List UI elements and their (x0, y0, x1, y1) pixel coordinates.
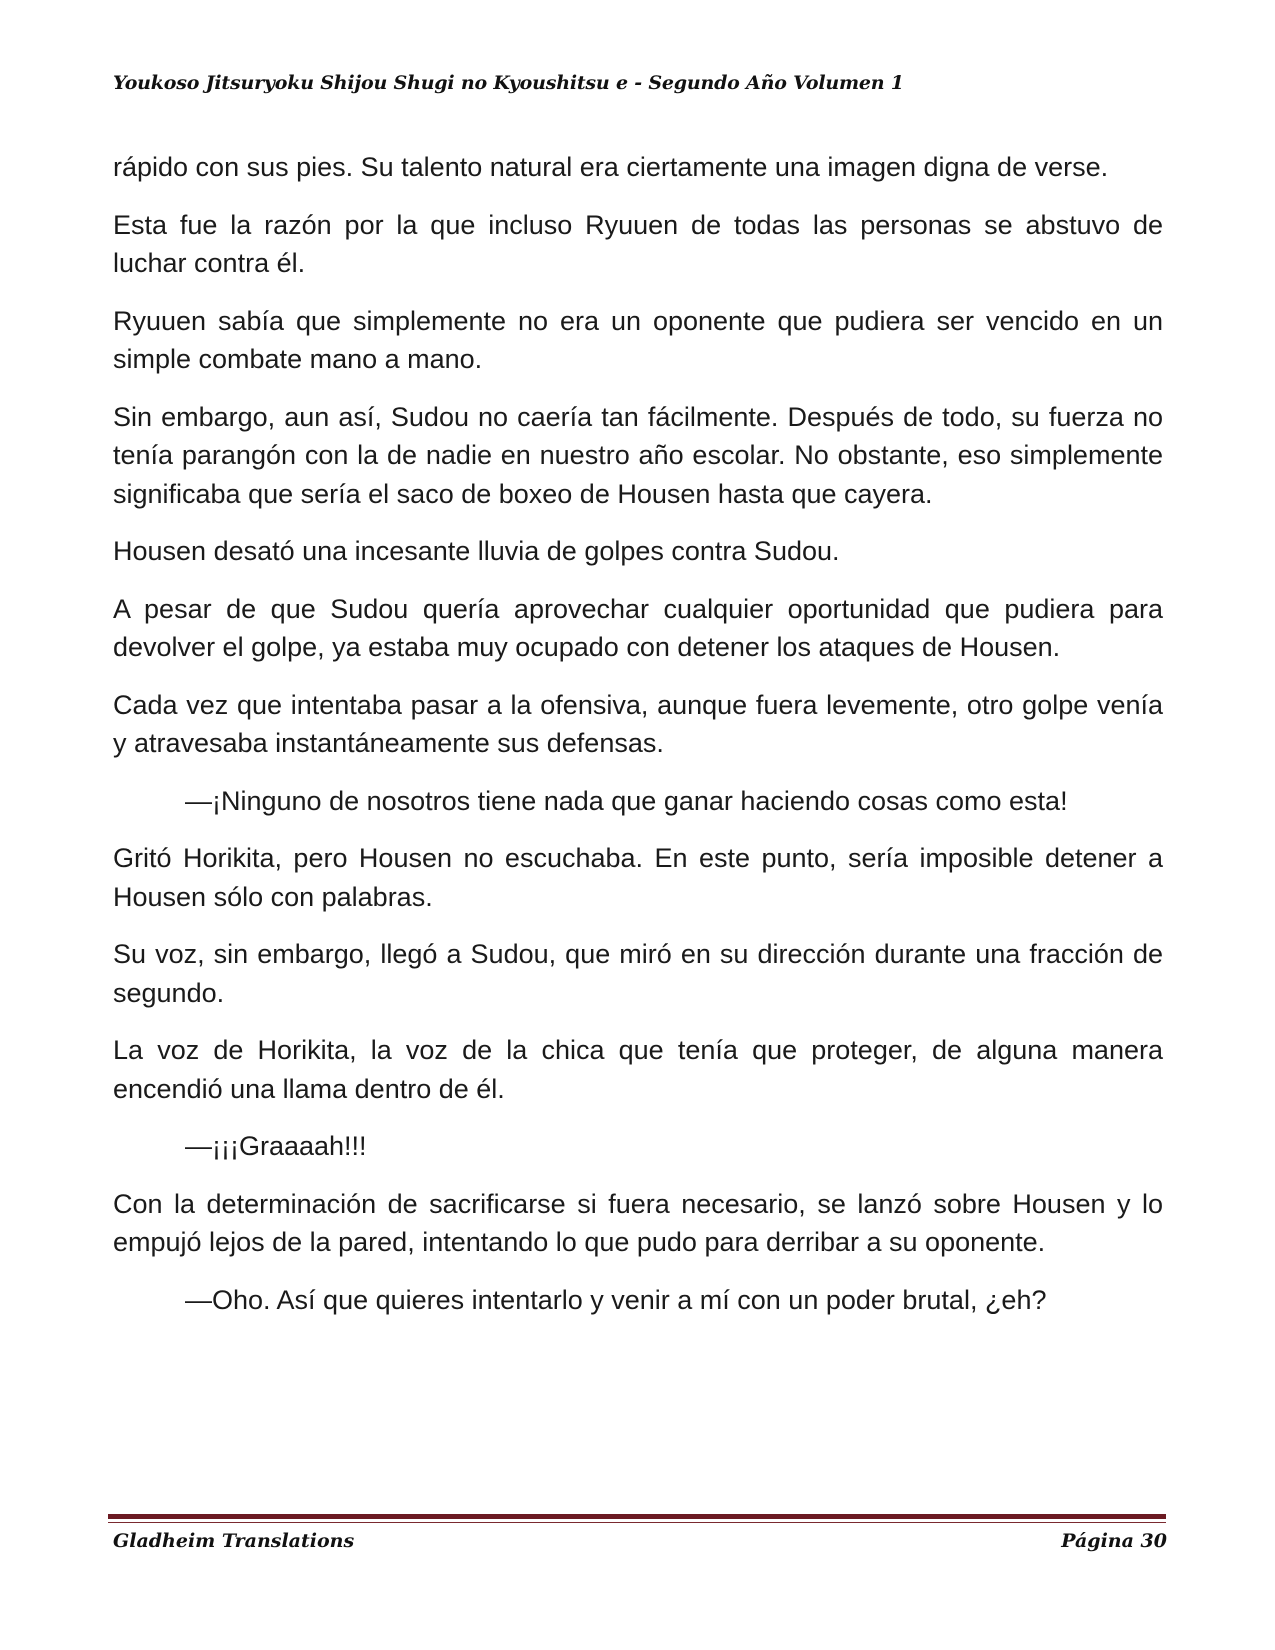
paragraph: Con la determinación de sacrificarse si fuera necesario, se lanzó sobre Housen y lo empujó lejos de la pared, intentando lo que pudo para derribar a su oponente. (113, 1188, 1163, 1257)
body-text (113, 148, 1163, 1338)
footer-translator-credit: Gladheim Translations (113, 1530, 355, 1552)
paragraph: Ryuuen sabía que simplemente no era un oponente que pudiera ser vencido en un simple combate mano a mano. (113, 305, 1163, 374)
paragraph: rápido con sus pies. Su talento natural era ciertamente una imagen digna de verse. (113, 152, 1109, 182)
paragraph: Housen desató una incesante lluvia de golpes contra Sudou. (113, 536, 840, 566)
paragraph: La voz de Horikita, la voz de la chica que tenía que proteger, de alguna manera encendió una llama dentro de él. (113, 1035, 1163, 1104)
paragraph: Sin embargo, aun así, Sudou no caería tan fácilmente. Después de todo, su fuerza no tenía parangón con la de nadie en nuestro año escolar. No obstante, eso simplemente significaba que sería el saco de boxeo de Housen hasta que cayera. (113, 401, 1163, 509)
dialogue-line: —¡Ninguno de nosotros tiene nada que ganar haciendo cosas como esta! (185, 785, 1068, 816)
dialogue-line: —Oho. Así que quieres intentarlo y venir a mí con un poder brutal, ¿eh? (185, 1284, 1047, 1315)
footer-rule-thick (108, 1514, 1166, 1519)
footer-page-number: Página 30 (1061, 1530, 1167, 1552)
page-header-title: Youkoso Jitsuryoku Shijou Shugi no Kyoushitsu e - Segundo Año Volumen 1 (113, 72, 904, 94)
paragraph: Su voz, sin embargo, llegó a Sudou, que miró en su dirección durante una fracción de segundo. (113, 939, 1163, 1008)
paragraph: Cada vez que intentaba pasar a la ofensiva, aunque fuera levemente, otro golpe venía y atravesaba instantáneamente sus defensas. (113, 689, 1163, 758)
paragraph: Gritó Horikita, pero Housen no escuchaba. En este punto, sería imposible detener a Housen sólo con palabras. (113, 843, 1163, 912)
dialogue-line: —¡¡¡Graaaah!!! (185, 1131, 367, 1161)
paragraph: A pesar de que Sudou quería aprovechar cualquier oportunidad que pudiera para devolver el golpe, ya estaba muy ocupado con detener los ataques de Housen. (113, 593, 1163, 662)
paragraph: Esta fue la razón por la que incluso Ryuuen de todas las personas se abstuvo de luchar contra él. (113, 209, 1163, 278)
footer-rule-thin (108, 1522, 1166, 1523)
